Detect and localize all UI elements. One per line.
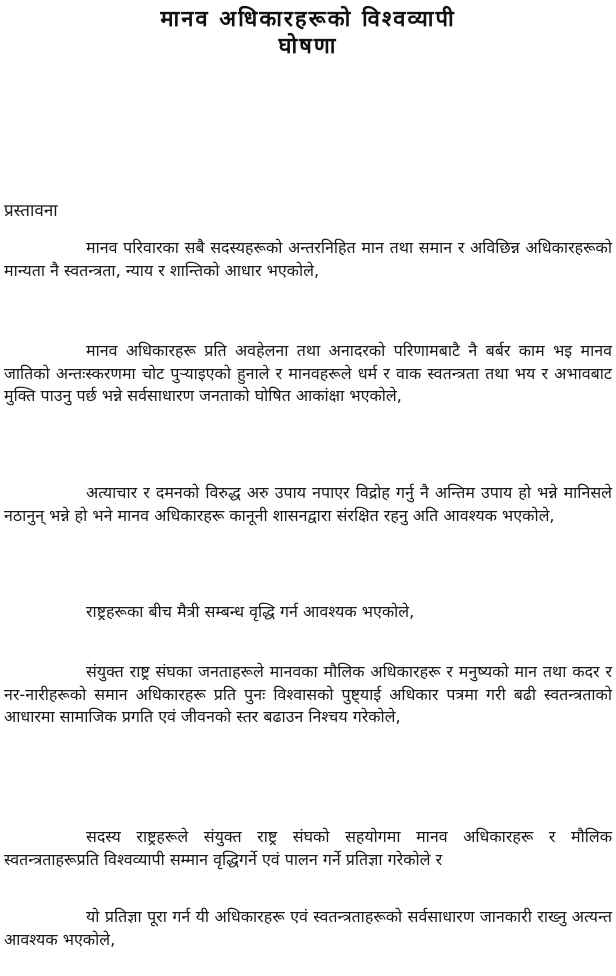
- preamble-paragraph-5: संयुक्त राष्ट्र संघका जनताहरूले मानवका मौलिक अधिकारहरू र मनुष्यको मान तथा कदर र नर-नारीहरूको समान अधिकारहरू प्रति पुनः विश्वासको पुष्ट्याई अधिकार पत्रमा गरी बढी स्वतन्त्रताको आधारमा सामाजिक प्रगति एवं जीवनको स्तर बढाउन निश्चय गरेकोले,: [4, 662, 612, 726]
- preamble-heading: प्रस्तावना: [4, 201, 58, 221]
- preamble-paragraph-3: अत्याचार र दमनको विरुद्ध अरु उपाय नपाएर विद्रोह गर्नु नै अन्तिम उपाय हो भन्ने मानिसले नठानुन् भन्ने हो भने मानव अधिकारहरू कानूनी शासनद्वारा संरक्षित रहनु अति आवश्यक भएकोले,: [4, 483, 612, 525]
- preamble-paragraph-4: राष्ट्रहरूका बीच मैत्री सम्बन्ध वृद्धि गर्न आवश्यक भएकोले,: [86, 602, 415, 621]
- preamble-paragraph-7: यो प्रतिज्ञा पूरा गर्न यी अधिकारहरू एवं स्वतन्त्रताहरूको सर्वसाधारण जानकारी राख्नु अत्यन्त आवश्यक भएकोले,: [4, 907, 612, 949]
- preamble-paragraph-1: मानव परिवारका सबै सदस्यहरूको अन्तरनिहित मान तथा समान र अविछिन्न अधिकारहरूको मान्यता नै स्वतन्त्रता, न्याय र शान्तिको आधार भएकोले,: [4, 238, 612, 280]
- preamble-paragraph-2: मानव अधिकारहरू प्रति अवहेलना तथा अनादरको परिणामबाटै नै बर्बर काम भइ मानव जातिको अन्तःस्करणमा चोट पुऱ्याइएको हुनाले र मानवहरूले धर्म र वाक स्वतन्त्रता तथा भय र अभावबाट मुक्ति पाउनु पर्छ भन्ने सर्वसाधारण जनताको घोषित आकांक्षा भएकोले,: [4, 341, 612, 405]
- document-title-line-2: घोषणा: [278, 34, 338, 59]
- document-title-line-1: मानव अधिकारहरूको विश्वव्यापी: [160, 7, 456, 32]
- preamble-paragraph-6: सदस्य राष्ट्रहरूले संयुक्त राष्ट्र संघको सहयोगमा मानव अधिकारहरू र मौलिक स्वतन्त्रताहरूप्रति विश्वव्यापी सम्मान वृद्धिगर्ने एवं पालन गर्ने प्रतिज्ञा गरेकोले र: [4, 827, 612, 869]
